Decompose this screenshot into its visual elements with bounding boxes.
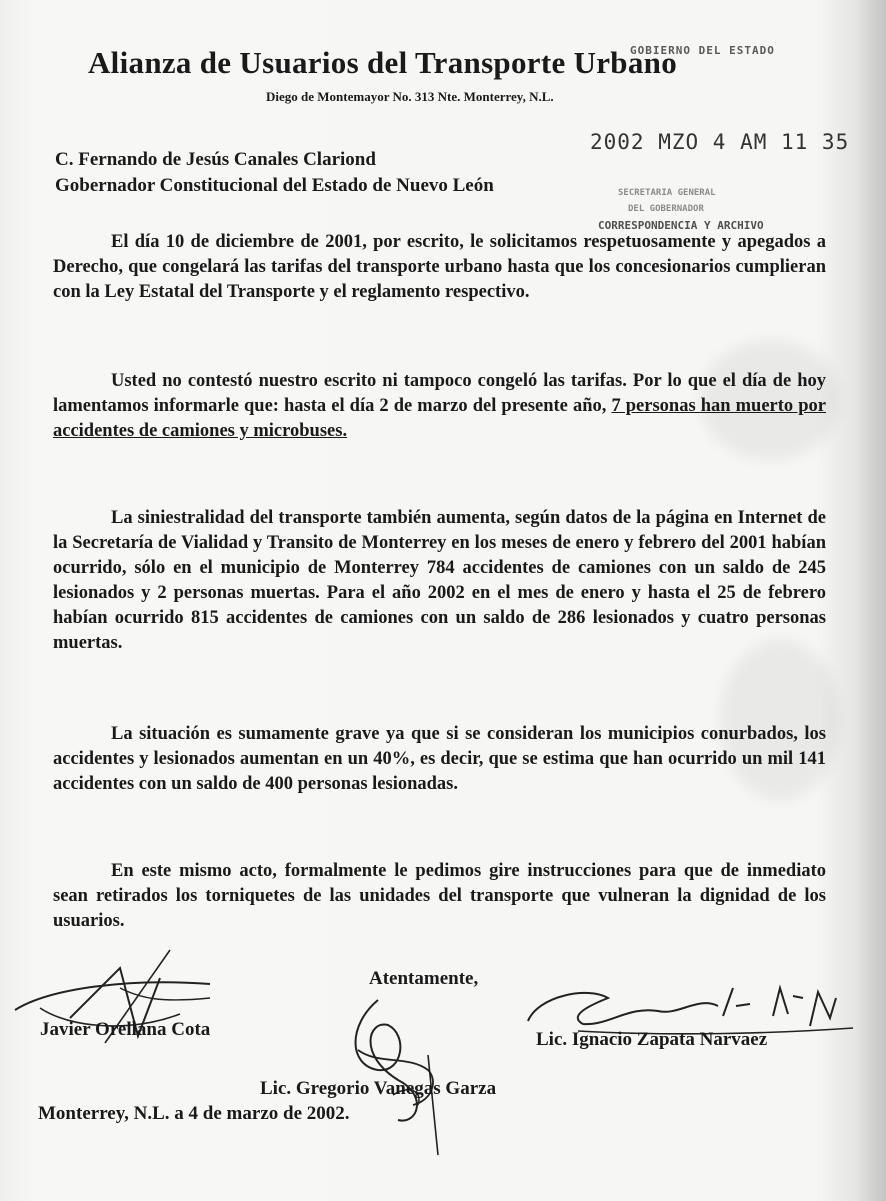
body-paragraph-5: En este mismo acto, formalmente le pedimos gire instrucciones para que de inmediato sean retirados los torniquetes de las unidades del transporte que vulneran la dignidad de los usuarios. (53, 861, 826, 931)
signatory-center-name: Lic. Gregorio Vanegas Garza (260, 1078, 497, 1099)
paragraph-2-underlined: 7 personas han muerto por accidentes de camiones y microbuses. (53, 396, 826, 441)
letterhead-address: Diego de Montemayor No. 313 Nte. Monterrey, N.L. (266, 89, 554, 104)
reception-stamp-line: DEL GOBERNADOR (628, 204, 704, 214)
signatory-left-name: Javier Orellana Cota (40, 1019, 211, 1040)
addressee-name: C. Fernando de Jesús Canales Clariond (55, 149, 376, 170)
reception-stamp-line: CORRESPONDENCIA Y ARCHIVO (598, 219, 764, 232)
place-and-date: Monterrey, N.L. a 4 de marzo de 2002. (38, 1103, 350, 1124)
body-paragraph-2 (53, 369, 826, 444)
signatory-right-name: Lic. Ignacio Zapata Narvaez (536, 1029, 768, 1050)
paragraph-2-text: Usted no contestó nuestro escrito ni tampoco congeló las tarifas. Por lo que el día de hoy lamentamos informarle que: hasta el día 2 de marzo del presente año, (53, 371, 826, 416)
reception-stamp-date: 2002 MZO 4 AM 11 35 (590, 130, 850, 154)
addressee-title: Gobernador Constitucional del Estado de Nuevo León (55, 175, 494, 196)
body-paragraph-1: El día 10 de diciembre de 2001, por escrito, le solicitamos respetuosamente y apegados a Derecho, que congelará las tarifas del transporte urbano hasta que los concesionarios cumplieran con la Ley Estatal del Transporte y el reglamento respectivo. (53, 232, 826, 302)
reception-stamp-header: GOBIERNO DEL ESTADO (630, 44, 775, 57)
body-paragraph-3: La siniestralidad del transporte también aumenta, según datos de la página en Internet de la Secretaría de Vialidad y Transito de Monterrey en los meses de enero y febrero del 2001 habían ocurrido, sólo en el municipio de Monterrey 784 accidentes de camiones con un saldo de 245 lesionados y 2 personas muertas. Para el año 2002 en el mes de enero y hasta el 25 de febrero habían ocurrido 815 accidentes de camiones con un saldo de 286 lesionados y cuatro personas muertas. (53, 508, 826, 653)
letterhead-title: Alianza de Usuarios del Transporte Urbano (88, 45, 677, 80)
closing-salutation: Atentamente, (369, 968, 479, 989)
reception-stamp-line: SECRETARIA GENERAL (618, 188, 716, 198)
body-paragraph-4: La situación es sumamente grave ya que si se consideran los municipios conurbados, los accidentes y lesionados aumentan en un 40%, es decir, que se estima que han ocurrido un mil 141 accidentes con un saldo de 400 personas lesionadas. (53, 724, 826, 794)
addressee-block (55, 147, 494, 199)
scan-edge-shadow (856, 0, 886, 1201)
